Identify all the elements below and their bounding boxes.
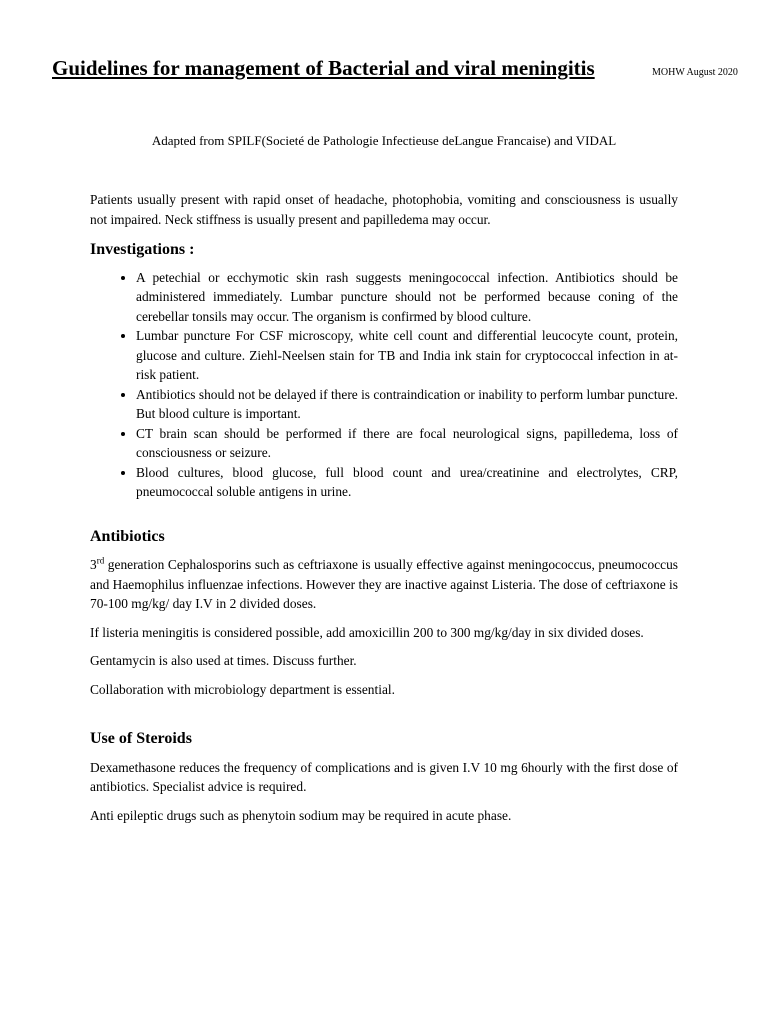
antibiotics-paragraph-1 [90, 555, 678, 614]
antibiotics-paragraph-2: If listeria meningitis is considered possible, add amoxicillin 200 to 300 mg/kg/day in six divided doses. [90, 624, 644, 640]
investigations-list [90, 268, 678, 502]
document-title: Guidelines for management of Bacterial and viral meningitis [52, 56, 595, 80]
antibiotics-paragraph-4: Collaboration with microbiology department is essential. [90, 681, 395, 697]
antibiotics-heading: Antibiotics [90, 527, 165, 545]
generation-number: 3 [90, 557, 97, 572]
list-item: • Antibiotics should not be delayed if there is contraindication or inability to perform lumbar puncture. But blood culture is important. [136, 385, 678, 424]
document-body [90, 190, 678, 825]
steroids-paragraph-2: Anti epileptic drugs such as phenytoin sodium may be required in acute phase. [90, 807, 512, 823]
document-subtitle: Adapted from SPILF(Societé de Pathologie Infectieuse deLangue Francaise) and VIDAL [151, 133, 617, 148]
antibiotics-paragraph-1-text: generation Cephalosporins such as ceftriaxone is usually effective against meningococcus, pneumococcus and Haemophilus influenzae infections. However they are inactive against Listeria. The dose of ceftriaxone is 70-100 mg/kg/ day I.V in 2 divided doses. [90, 557, 678, 611]
list-item: • CT brain scan should be performed if there are focal neurological signs, papilledema, loss of consciousness or seizure. [136, 424, 678, 463]
ordinal-suffix: rd [96, 555, 105, 566]
steroids-heading: Use of Steroids [90, 730, 192, 747]
list-item: • Blood cultures, blood glucose, full blood count and urea/creatinine and electrolytes, CRP, pneumococcal soluble antigens in urine. [136, 463, 678, 502]
investigations-heading: Investigations : [90, 241, 195, 258]
date-stamp: MOHW August 2020 [652, 67, 738, 78]
intro-paragraph: Patients usually present with rapid onset of headache, photophobia, vomiting and consciousness is usually not impaired. Neck stiffness is usually present and papilledema may occur. [90, 192, 678, 227]
list-item: • Lumbar puncture For CSF microscopy, white cell count and differential leucocyte count, protein, glucose and culture. Ziehl-Neelsen stain for TB and India ink stain for cryptococcal infection in at-risk patient. [136, 326, 678, 385]
list-item: • A petechial or ecchymotic skin rash suggests meningococcal infection. Antibiotics should be administered immediately. Lumbar puncture should not be performed because coning of the cerebellar tonsils may occur. The organism is confirmed by blood culture. [136, 268, 678, 327]
steroids-paragraph-1: Dexamethasone reduces the frequency of complications and is given I.V 10 mg 6hourly with the first dose of antibiotics. Specialist advice is required. [90, 759, 678, 794]
antibiotics-paragraph-3: Gentamycin is also used at times. Discuss further. [90, 653, 357, 668]
